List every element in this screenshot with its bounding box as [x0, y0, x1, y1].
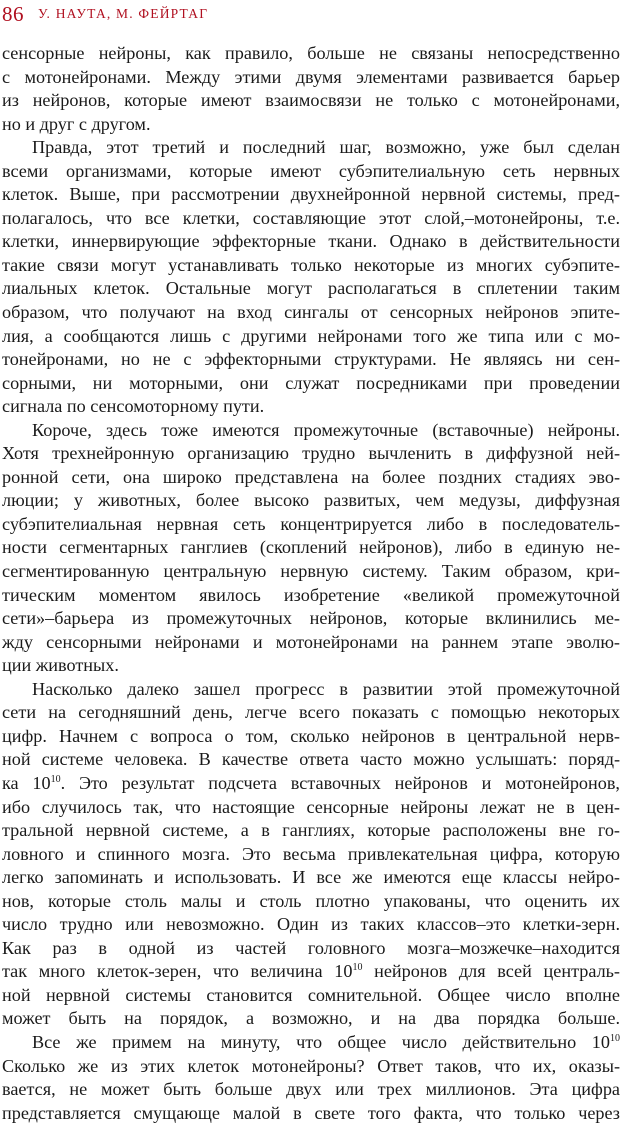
text-line: всеми организмами, которые имеют субэпителиальную сеть нервных: [2, 160, 620, 181]
text-line: ции животных.: [2, 655, 119, 676]
paragraph-first-line: Насколько далеко зашел прогресс в развитии этой промежуточной: [32, 678, 620, 699]
exponent: 10: [50, 773, 61, 785]
text-line: тральной нервной системе, а в ганглиях, которые расположены вне го-: [2, 820, 620, 841]
text-line: с мотонейронами. Между этими двумя элементами развивается барьер: [2, 66, 620, 87]
text-line: может быть на порядок, а возможно, и на два порядка больше.: [2, 1008, 620, 1029]
text-segment: ка 10: [2, 772, 51, 793]
text-line: Хотя трехнейронную организацию трудно вычленить в диффузной ней-: [2, 443, 620, 464]
exponent: 10: [610, 1032, 620, 1044]
text-line: цифр. Начнем с вопроса о том, сколько нейронов в центральной нерв-: [2, 725, 620, 746]
text-line: жду сенсорными нейронами и мотонейронами на раннем этапе эволю-: [2, 631, 620, 652]
text-line: клеток. Выше, при рассмотрении двухнейронной нервной системы, пред-: [2, 184, 620, 205]
text-line-with-exponent: [2, 960, 620, 984]
text-line: тическим моментом явилось изобретение «великой промежуточной: [2, 584, 620, 605]
text-line-with-exponent: [2, 1031, 620, 1055]
text-line: сенсорные нейроны, как правило, больше не связаны непосредственно: [2, 43, 620, 63]
text-line: ибо случилось так, что настоящие сенсорные нейроны лежат не в цен-: [2, 796, 620, 817]
paragraph-first-line: Правда, этот третий и последний шаг, возможно, уже был сделан: [32, 137, 620, 158]
text-line: представляется смущающе малой в свете того факта, что только через: [2, 1102, 620, 1123]
text-line: полагалось, что все клетки, составляющие этот слой,–мотонейроны, т.е.: [2, 207, 620, 228]
text-segment: Все же примем на минуту, что общее число действительно 10: [32, 1031, 610, 1052]
text-line: образом, что получают на вход сингалы от сенсорных нейронов эпите-: [2, 302, 620, 323]
body-text: [2, 42, 620, 1125]
text-line: число трудно или невозможно. Один из таких классов–это клетки-зерн.: [2, 914, 620, 935]
text-line: вается, не может быть больше двух или трех миллионов. Эта цифра: [2, 1079, 620, 1100]
text-line: ной нервной системы становится сомнительной. Общее число вполне: [2, 984, 620, 1005]
page-number: 86: [2, 2, 24, 26]
text-line: но и друг с другом.: [2, 113, 151, 134]
text-line: сигнала по сенсомоторному пути.: [2, 396, 265, 417]
text-line: Как раз в одной из частей головного мозга–мозжечке–находится: [2, 937, 620, 958]
text-line: такие связи могут устанавливать только некоторые из многих субэпите-: [2, 254, 620, 275]
text-line: сорными, ни моторными, они служат посредниками при проведении: [2, 372, 620, 393]
text-line: сети»–барьера из промежуточных нейронов, которые вклинились ме-: [2, 608, 620, 629]
text-line: Сколько же из этих клеток мотонейроны? Ответ таков, что их, оказы-: [2, 1055, 620, 1076]
text-line: ловного и спинного мозга. Это весьма привлекательная цифра, которую: [2, 843, 620, 864]
text-line: ронной сети, она широко представлена на более поздних стадиях эво-: [2, 466, 620, 487]
text-line: сети на сегодняшний день, легче всего показать с помощью некоторых: [2, 702, 620, 723]
text-segment: . Это результат подсчета вставочных нейронов и мотонейронов,: [60, 772, 620, 793]
paragraph-first-line: Короче, здесь тоже имеются промежуточные (вставочные) нейроны.: [32, 419, 620, 440]
text-segment: нейронов для всей централь-: [362, 961, 620, 982]
text-line: сегментированную центральную нервную систему. Таким образом, кри-: [2, 561, 620, 582]
text-segment: так много клеток-зерен, что величина 10: [2, 961, 353, 982]
text-line: клетки, иннервирующие эффекторные ткани. Однако в действительности: [2, 231, 620, 252]
text-line: легко запоминать и использовать. И все же имеются еще классы нейро-: [2, 867, 620, 888]
text-line: тонейронами, но не с эффекторными структурами. Не являясь ни сен-: [2, 349, 620, 370]
running-title: У. НАУТА, М. ФЕЙРТАГ: [38, 6, 209, 21]
text-line: из нейронов, которые имеют взаимосвязи не только с мотонейронами,: [2, 90, 620, 111]
running-head: [2, 2, 208, 24]
text-line-with-exponent: [2, 772, 620, 796]
text-line: субэпителиальная нервная сеть концентрируется либо в последователь-: [2, 513, 620, 534]
text-line: нов, которые столь малы и столь плотно упакованы, что оценить их: [2, 890, 620, 911]
text-line: ной системе человека. В качестве ответа часто можно услышать: поряд-: [2, 749, 620, 770]
text-line: лия, а сообщаются лишь с другими нейронами того же типа или с мо-: [2, 325, 620, 346]
text-line: ности сегментарных ганглиев (скоплений нейронов), либо в единую не-: [2, 537, 620, 558]
text-line: люции; у животных, более высоко развитых, чем медузы, диффузная: [2, 490, 620, 511]
exponent: 10: [352, 962, 363, 974]
text-line: лиальных клеток. Остальные могут располагаться в сплетении таким: [2, 278, 620, 299]
